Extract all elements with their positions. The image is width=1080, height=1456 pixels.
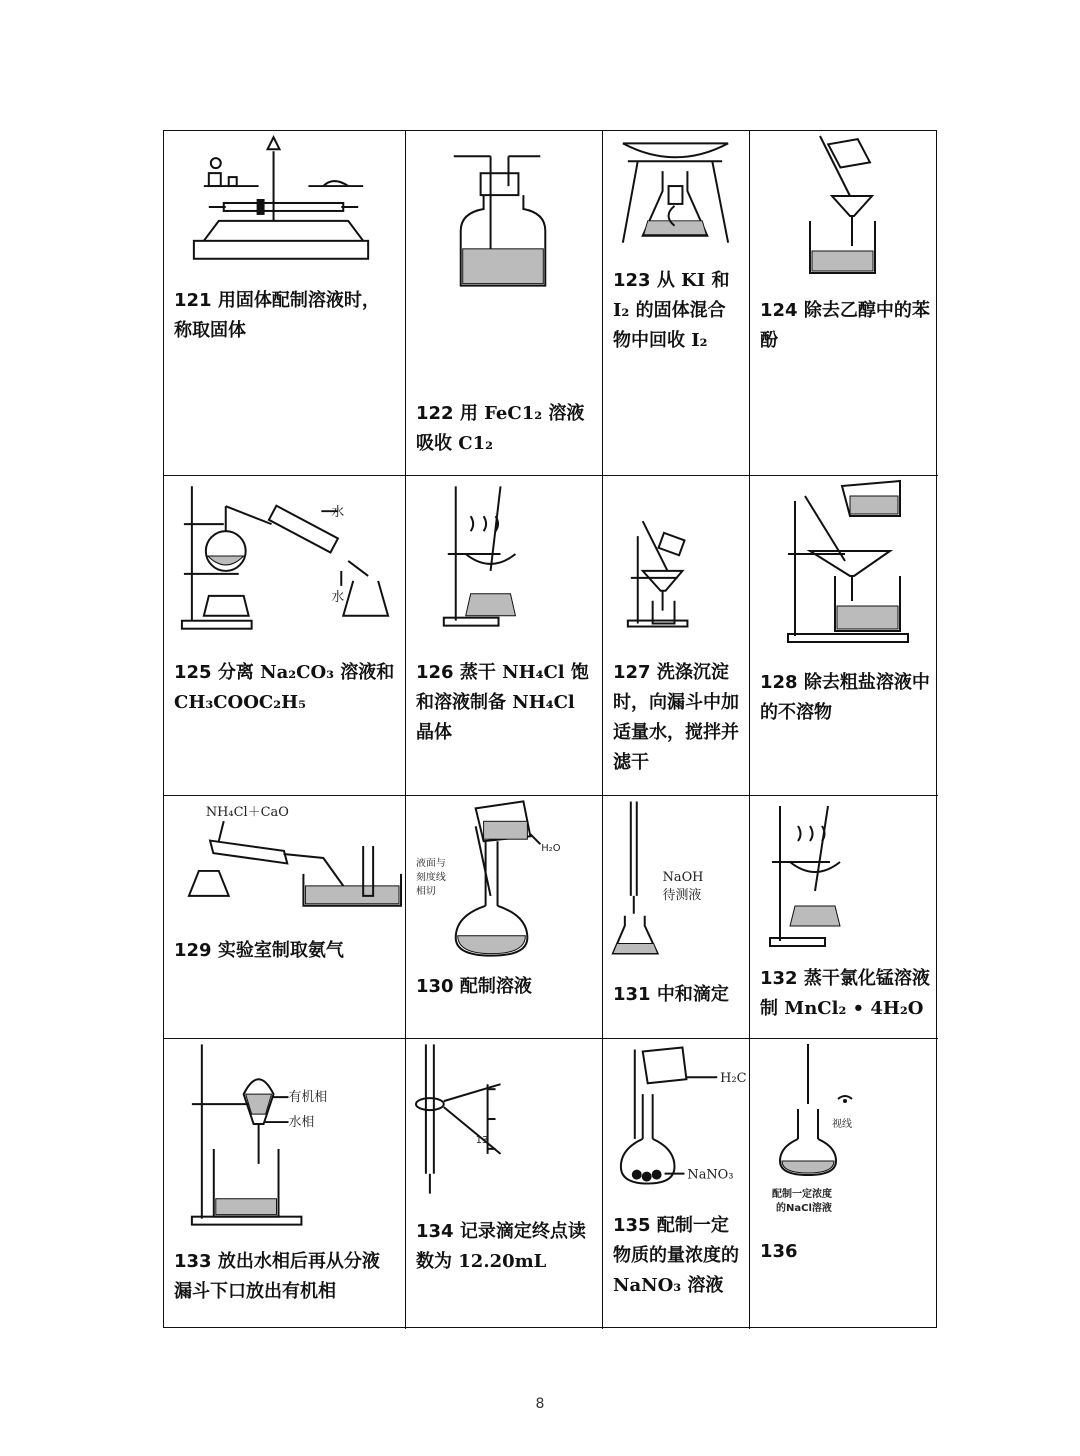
svg-text:待测液: 待测液 (662, 887, 702, 903)
svg-text:NH₄Cl＋CaO: NH₄Cl＋CaO (205, 805, 289, 821)
caption-123: 123 从 KI 和 I₂ 的固体混合物中回收 I₂ (613, 270, 730, 351)
svg-text:NaNO₃: NaNO₃ (687, 1167, 734, 1183)
caption-122: 122 用 FeC1₂ 溶液吸收 C1₂ (416, 403, 585, 454)
cell-124 (750, 131, 938, 476)
figure-distillation (164, 476, 405, 636)
cell-125 (164, 476, 406, 796)
figure-balance (164, 131, 405, 271)
figure-volumetric-flask (406, 796, 602, 961)
svg-text:水: 水 (331, 505, 345, 521)
figure-nano3-solution (603, 1039, 749, 1199)
cell-121 (164, 131, 406, 476)
cell-122 (406, 131, 603, 476)
cell-132 (750, 796, 938, 1039)
caption-132: 132 蒸干氯化锰溶液制 MnCl₂ • 4H₂O (760, 968, 930, 1019)
cell-126 (406, 476, 603, 796)
caption-126: 126 蒸干 NH₄Cl 饱和溶液制备 NH₄Cl 晶体 (416, 662, 589, 743)
caption-131: 131 中和滴定 (613, 984, 729, 1005)
svg-text:NaOH: NaOH (662, 869, 704, 885)
svg-text:H₂O: H₂O (541, 843, 561, 855)
caption-125: 125 分离 Na₂CO₃ 溶液和 CH₃COOC₂H₅ (174, 662, 395, 713)
caption-127: 127 洗涤沉淀时，向漏斗中加适量水，搅拌并滤干 (613, 662, 739, 773)
svg-text:刻度线: 刻度线 (415, 871, 446, 883)
caption-129: 129 实验室制取氨气 (174, 940, 344, 961)
svg-text:的NaCl溶液: 的NaCl溶液 (776, 1203, 832, 1214)
figure-gas-washing-bottle (406, 131, 602, 301)
cell-131 (603, 796, 750, 1039)
svg-text:有机相: 有机相 (288, 1090, 328, 1106)
cell-129 (164, 796, 406, 1039)
cell-130 (406, 796, 603, 1039)
experiment-table (163, 130, 937, 1328)
cell-136 (750, 1039, 938, 1329)
figure-separatory-funnel (164, 1039, 405, 1234)
figure-nacl-solution (750, 1039, 938, 1219)
cell-127 (603, 476, 750, 796)
caption-134: 134 记录滴定终点读数为 12.20mL (416, 1221, 586, 1272)
figure-washing-precipitate (603, 476, 749, 636)
cell-128 (750, 476, 938, 796)
svg-text:水相: 水相 (288, 1115, 315, 1131)
figure-burette-reading (406, 1039, 602, 1209)
svg-text:H₂C: H₂C (720, 1071, 747, 1087)
figure-ammonia-prep (164, 796, 405, 916)
figure-evaporation-132 (750, 796, 938, 956)
figure-filtration-128 (750, 476, 938, 651)
figure-filtration-124 (750, 131, 938, 281)
cell-134 (406, 1039, 603, 1329)
caption-121: 121 用固体配制溶液时，称取固体 (174, 290, 380, 341)
cell-133 (164, 1039, 406, 1329)
caption-136: 136 (760, 1241, 798, 1262)
svg-text:视线: 视线 (832, 1119, 852, 1130)
svg-text:相切: 相切 (415, 885, 436, 897)
page-number: 8 (535, 1396, 545, 1412)
svg-text:13: 13 (475, 1134, 489, 1146)
cell-123 (603, 131, 750, 476)
cell-135 (603, 1039, 750, 1329)
caption-135: 135 配制一定物质的量浓度的 NaNO₃ 溶液 (613, 1215, 739, 1296)
caption-128: 128 除去粗盐溶液中的不溶物 (760, 672, 930, 723)
svg-text:配制一定浓度: 配制一定浓度 (772, 1189, 832, 1200)
caption-124: 124 除去乙醇中的苯酚 (760, 300, 930, 351)
figure-titration (603, 796, 749, 961)
figure-evaporation-126 (406, 476, 602, 636)
svg-text:液面与: 液面与 (415, 858, 446, 870)
figure-sublimation (603, 131, 749, 256)
caption-130: 130 配制溶液 (416, 976, 532, 997)
caption-133: 133 放出水相后再从分液漏斗下口放出有机相 (174, 1251, 380, 1302)
svg-text:水: 水 (331, 589, 345, 605)
